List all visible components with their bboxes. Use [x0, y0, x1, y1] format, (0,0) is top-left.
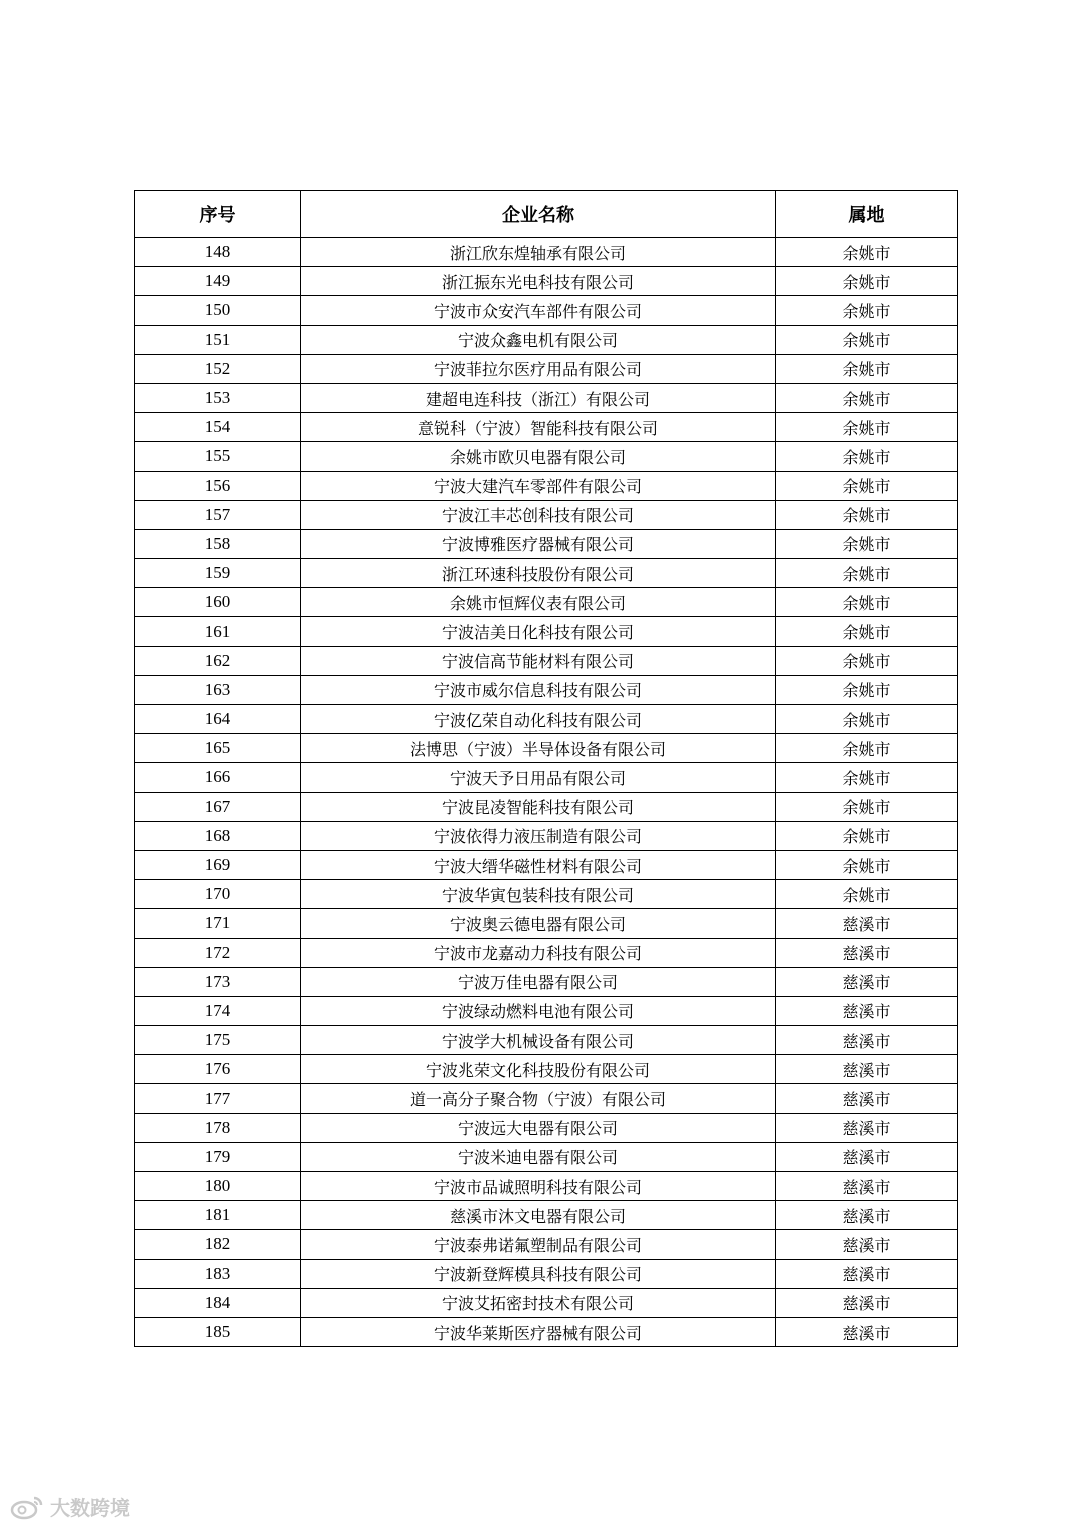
table-row	[135, 354, 958, 383]
cell-enterprise-name: 道一高分子聚合物（宁波）有限公司	[301, 1084, 776, 1113]
cell-enterprise-name: 浙江环速科技股份有限公司	[301, 559, 776, 588]
table-row	[135, 500, 958, 529]
cell-enterprise-name: 宁波天予日用品有限公司	[301, 763, 776, 792]
cell-serial-number: 164	[135, 705, 301, 734]
header-serial-number: 序号	[135, 191, 301, 238]
table-row	[135, 383, 958, 412]
cell-location: 余姚市	[776, 267, 958, 296]
cell-location: 慈溪市	[776, 1317, 958, 1346]
cell-enterprise-name: 宁波市威尔信息科技有限公司	[301, 675, 776, 704]
table-row	[135, 1317, 958, 1346]
cell-serial-number: 151	[135, 325, 301, 354]
cell-enterprise-name: 宁波菲拉尔医疗用品有限公司	[301, 354, 776, 383]
table-row	[135, 471, 958, 500]
cell-location: 慈溪市	[776, 996, 958, 1025]
cell-serial-number: 165	[135, 734, 301, 763]
cell-enterprise-name: 宁波昆凌智能科技有限公司	[301, 792, 776, 821]
cell-serial-number: 166	[135, 763, 301, 792]
cell-serial-number: 149	[135, 267, 301, 296]
table-row	[135, 296, 958, 325]
cell-serial-number: 169	[135, 850, 301, 879]
cell-serial-number: 153	[135, 383, 301, 412]
cell-serial-number: 175	[135, 1026, 301, 1055]
cell-serial-number: 179	[135, 1142, 301, 1171]
cell-location: 余姚市	[776, 529, 958, 558]
cell-location: 余姚市	[776, 500, 958, 529]
cell-enterprise-name: 意锐科（宁波）智能科技有限公司	[301, 413, 776, 442]
cell-enterprise-name: 宁波新登辉模具科技有限公司	[301, 1259, 776, 1288]
cell-enterprise-name: 宁波众鑫电机有限公司	[301, 325, 776, 354]
table-row	[135, 996, 958, 1025]
cell-location: 慈溪市	[776, 967, 958, 996]
cell-serial-number: 185	[135, 1317, 301, 1346]
table-row	[135, 646, 958, 675]
cell-enterprise-name: 宁波米迪电器有限公司	[301, 1142, 776, 1171]
table-header-row	[135, 191, 958, 238]
cell-enterprise-name: 宁波市众安汽车部件有限公司	[301, 296, 776, 325]
cell-location: 慈溪市	[776, 1172, 958, 1201]
cell-serial-number: 156	[135, 471, 301, 500]
cell-serial-number: 177	[135, 1084, 301, 1113]
table-row	[135, 792, 958, 821]
cell-location: 余姚市	[776, 705, 958, 734]
cell-serial-number: 154	[135, 413, 301, 442]
cell-serial-number: 181	[135, 1201, 301, 1230]
table-row	[135, 938, 958, 967]
table-row	[135, 1288, 958, 1317]
cell-enterprise-name: 宁波信高节能材料有限公司	[301, 646, 776, 675]
cell-serial-number: 155	[135, 442, 301, 471]
cell-serial-number: 161	[135, 617, 301, 646]
cell-location: 余姚市	[776, 763, 958, 792]
table-row	[135, 763, 958, 792]
cell-serial-number: 178	[135, 1113, 301, 1142]
cell-enterprise-name: 宁波华莱斯医疗器械有限公司	[301, 1317, 776, 1346]
table-row	[135, 705, 958, 734]
cell-serial-number: 168	[135, 821, 301, 850]
cell-location: 余姚市	[776, 354, 958, 383]
cell-enterprise-name: 宁波兆荣文化科技股份有限公司	[301, 1055, 776, 1084]
cell-location: 余姚市	[776, 734, 958, 763]
cell-serial-number: 159	[135, 559, 301, 588]
cell-location: 慈溪市	[776, 938, 958, 967]
table-row	[135, 675, 958, 704]
cell-enterprise-name: 法博思（宁波）半导体设备有限公司	[301, 734, 776, 763]
cell-enterprise-name: 建超电连科技（浙江）有限公司	[301, 383, 776, 412]
cell-enterprise-name: 宁波艾拓密封技术有限公司	[301, 1288, 776, 1317]
cell-enterprise-name: 宁波远大电器有限公司	[301, 1113, 776, 1142]
cell-location: 余姚市	[776, 850, 958, 879]
cell-location: 余姚市	[776, 296, 958, 325]
cell-enterprise-name: 宁波绿动燃料电池有限公司	[301, 996, 776, 1025]
table-row	[135, 588, 958, 617]
cell-enterprise-name: 余姚市欧贝电器有限公司	[301, 442, 776, 471]
table-body	[135, 238, 958, 1347]
table-row	[135, 413, 958, 442]
cell-enterprise-name: 宁波华寅包装科技有限公司	[301, 880, 776, 909]
cell-serial-number: 180	[135, 1172, 301, 1201]
table-row	[135, 909, 958, 938]
cell-serial-number: 162	[135, 646, 301, 675]
cell-location: 余姚市	[776, 792, 958, 821]
cell-enterprise-name: 宁波大缙华磁性材料有限公司	[301, 850, 776, 879]
cell-enterprise-name: 宁波泰弗诺氟塑制品有限公司	[301, 1230, 776, 1259]
cell-location: 余姚市	[776, 588, 958, 617]
table-row	[135, 967, 958, 996]
table-row	[135, 559, 958, 588]
table-row	[135, 617, 958, 646]
cell-enterprise-name: 慈溪市沐文电器有限公司	[301, 1201, 776, 1230]
cell-enterprise-name: 余姚市恒辉仪表有限公司	[301, 588, 776, 617]
header-location: 属地	[776, 191, 958, 238]
cell-location: 慈溪市	[776, 1288, 958, 1317]
table-row	[135, 1230, 958, 1259]
cell-location: 余姚市	[776, 471, 958, 500]
cell-location: 慈溪市	[776, 1055, 958, 1084]
cell-enterprise-name: 浙江振东光电科技有限公司	[301, 267, 776, 296]
cell-serial-number: 163	[135, 675, 301, 704]
table-row	[135, 821, 958, 850]
cell-enterprise-name: 浙江欣东煌轴承有限公司	[301, 238, 776, 267]
table-row	[135, 267, 958, 296]
cell-location: 余姚市	[776, 821, 958, 850]
cell-serial-number: 160	[135, 588, 301, 617]
cell-serial-number: 170	[135, 880, 301, 909]
cell-location: 慈溪市	[776, 1230, 958, 1259]
table-row	[135, 1142, 958, 1171]
cell-location: 慈溪市	[776, 909, 958, 938]
cell-serial-number: 152	[135, 354, 301, 383]
cell-serial-number: 172	[135, 938, 301, 967]
table-row	[135, 1201, 958, 1230]
cell-enterprise-name: 宁波大建汽车零部件有限公司	[301, 471, 776, 500]
cell-enterprise-name: 宁波博雅医疗器械有限公司	[301, 529, 776, 558]
enterprise-table	[134, 190, 958, 1347]
cell-serial-number: 167	[135, 792, 301, 821]
table-row	[135, 529, 958, 558]
cell-enterprise-name: 宁波洁美日化科技有限公司	[301, 617, 776, 646]
cell-location: 慈溪市	[776, 1201, 958, 1230]
cell-serial-number: 173	[135, 967, 301, 996]
cell-serial-number: 158	[135, 529, 301, 558]
cell-serial-number: 150	[135, 296, 301, 325]
cell-serial-number: 176	[135, 1055, 301, 1084]
table-row	[135, 1172, 958, 1201]
cell-location: 余姚市	[776, 383, 958, 412]
cell-enterprise-name: 宁波市品诚照明科技有限公司	[301, 1172, 776, 1201]
table-row	[135, 1026, 958, 1055]
cell-serial-number: 182	[135, 1230, 301, 1259]
cell-location: 余姚市	[776, 675, 958, 704]
cell-enterprise-name: 宁波学大机械设备有限公司	[301, 1026, 776, 1055]
table-row	[135, 850, 958, 879]
cell-serial-number: 183	[135, 1259, 301, 1288]
cell-location: 慈溪市	[776, 1113, 958, 1142]
table-row	[135, 880, 958, 909]
weibo-logo-icon	[10, 1494, 44, 1520]
cell-location: 慈溪市	[776, 1259, 958, 1288]
watermark	[10, 1492, 130, 1521]
cell-location: 慈溪市	[776, 1142, 958, 1171]
table-row	[135, 238, 958, 267]
cell-enterprise-name: 宁波江丰芯创科技有限公司	[301, 500, 776, 529]
cell-location: 余姚市	[776, 325, 958, 354]
cell-enterprise-name: 宁波市龙嘉动力科技有限公司	[301, 938, 776, 967]
cell-location: 余姚市	[776, 880, 958, 909]
cell-serial-number: 174	[135, 996, 301, 1025]
table-row	[135, 1259, 958, 1288]
table-row	[135, 1055, 958, 1084]
cell-serial-number: 184	[135, 1288, 301, 1317]
cell-serial-number: 157	[135, 500, 301, 529]
cell-enterprise-name: 宁波万佳电器有限公司	[301, 967, 776, 996]
cell-location: 慈溪市	[776, 1026, 958, 1055]
cell-location: 余姚市	[776, 559, 958, 588]
cell-location: 余姚市	[776, 238, 958, 267]
table-row	[135, 1084, 958, 1113]
cell-serial-number: 171	[135, 909, 301, 938]
header-enterprise-name: 企业名称	[301, 191, 776, 238]
table-row	[135, 734, 958, 763]
cell-location: 余姚市	[776, 646, 958, 675]
cell-enterprise-name: 宁波依得力液压制造有限公司	[301, 821, 776, 850]
table-row	[135, 1113, 958, 1142]
cell-enterprise-name: 宁波亿荣自动化科技有限公司	[301, 705, 776, 734]
cell-location: 余姚市	[776, 413, 958, 442]
table-row	[135, 442, 958, 471]
cell-location: 余姚市	[776, 442, 958, 471]
watermark-text: 大数跨境	[50, 1496, 130, 1520]
cell-location: 慈溪市	[776, 1084, 958, 1113]
cell-location: 余姚市	[776, 617, 958, 646]
table-row	[135, 325, 958, 354]
cell-enterprise-name: 宁波奥云德电器有限公司	[301, 909, 776, 938]
cell-serial-number: 148	[135, 238, 301, 267]
